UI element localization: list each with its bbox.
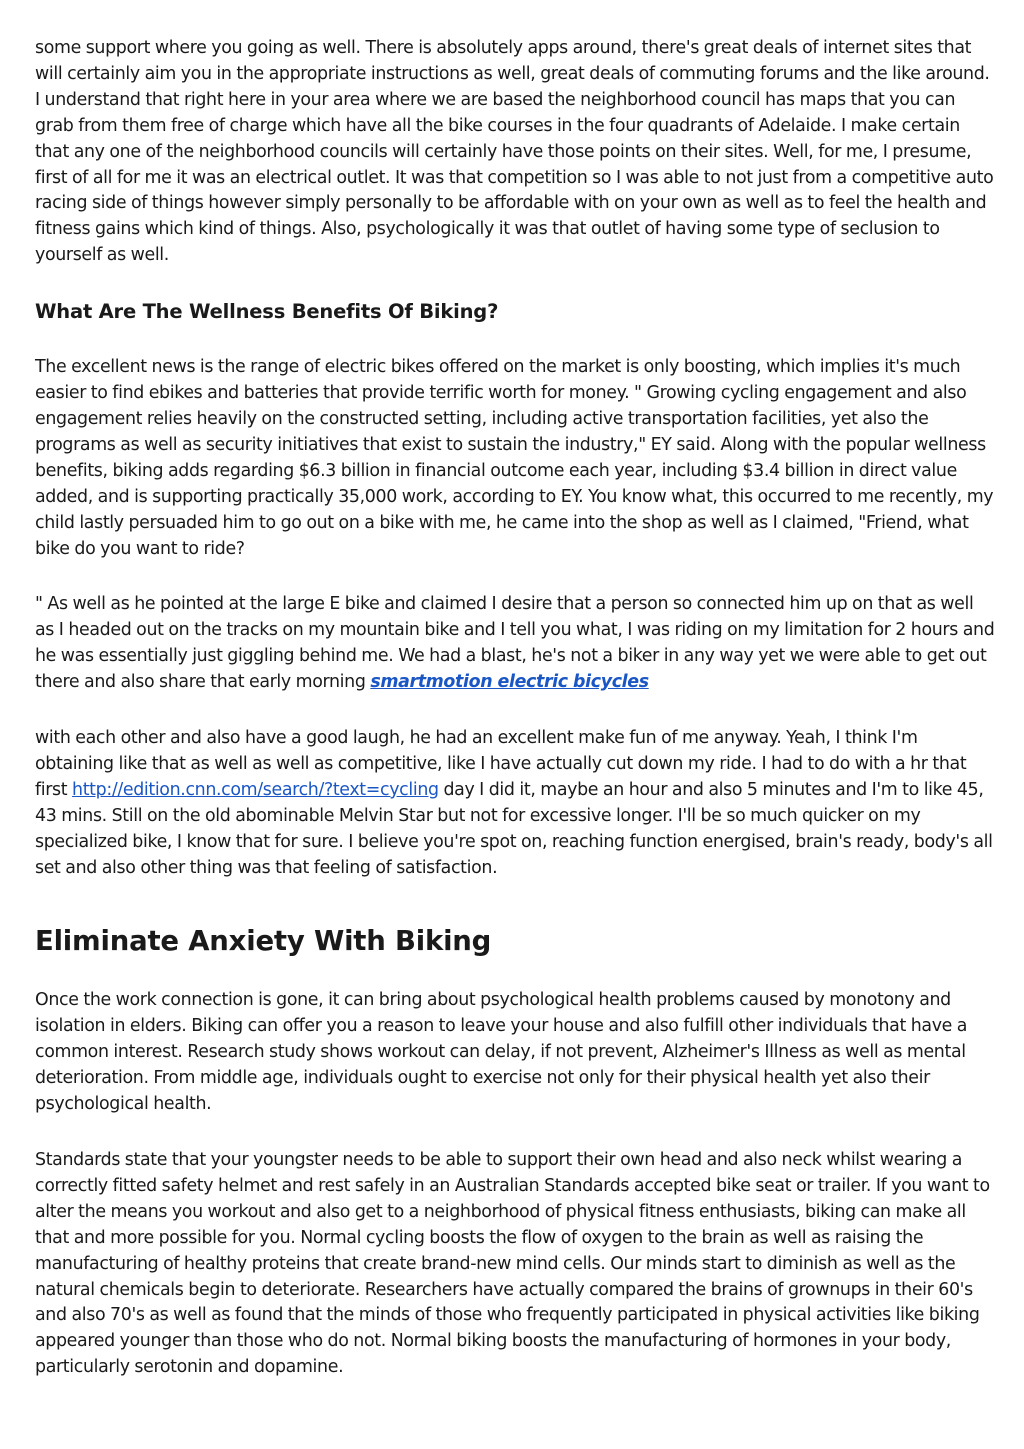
paragraph-good-laugh: [35, 726, 995, 881]
paragraph-work-connection: Once the work connection is gone, it can bring about psychological health problems caused by monotony and isolation in elders. Biking can offer you a reason to leave your house and also fulfill other individuals that have a common interest. Research study shows workout can delay, if not prevent, Alzheimer's Illness as well as mental deterioration. From middle age, individuals ought to exercise not only for their physical health yet also their psychological health.: [35, 990, 968, 1115]
smartmotion-link[interactable]: smartmotion electric bicycles: [370, 672, 649, 693]
paragraph-electric-bikes: The excellent news is the range of electric bikes offered on the market is only boosting, which implies it's much easier to find ebikes and batteries that provide terrific worth for money. " Growing cycling engagement and also engagement relies heavily on the constructed setting, including active transportation facilities, yet also the programs as well as security initiatives that exist to sustain the industry," EY said. Along with the popular wellness benefits, biking adds regarding $6.3 billion in financial outcome each year, including $3.4 billion in direct value added, and is supporting practically 35,000 work, according to EY. You know what, this occurred to me recently, my child lastly persuaded him to go out on a bike with me, he came into the shop as well as I claimed, "Friend, what bike do you want to ride?: [35, 357, 994, 559]
intro-paragraph: some support where you going as well. There is absolutely apps around, there's great deals of internet sites that will certainly aim you in the appropriate instructions as well, great deals of commuting forums and the like around. I understand that right here in your area where we are based the neighborhood council has maps that you can grab from them free of charge which have all the bike courses in the four quadrants of Adelaide. I make certain that any one of the neighborhood councils will certainly have those points on their sites. Well, for me, I presume, first of all for me it was an electrical outlet. It was that competition so I was able to not just from a competitive auto racing side of things however simply personally to be affordable with on your own as well as to feel the health and fitness gains which kind of things. Also, psychologically it was that outlet of having some type of seclusion to yourself as well.: [35, 38, 994, 266]
paragraph-good-laugh-after: day I did it, maybe an hour and also 5 minutes and I'm to like 45, 43 mins. Still on the old abominable Melvin Star but not for excessive longer. I'll be so much quicker on my specialized bike, I know that for sure. I believe you're spot on, reaching function energised, brain's ready, body's all set and also other thing was that feeling of satisfaction.: [35, 779, 993, 878]
paragraph-mountain-bike-text: " As well as he pointed at the large E bike and claimed I desire that a person so connected him up on that as well as I headed out on the tracks on my mountain bike and I tell you what, I was riding on my limitation for 2 hours and he was essentially just giggling behind me. We had a blast, he's not a biker in any way yet we were able to get out there and also share that early morning: [35, 594, 995, 693]
paragraph-mountain-bike: [35, 592, 995, 696]
section-heading-eliminate-anxiety: Eliminate Anxiety With Biking: [35, 925, 492, 958]
article-body: [35, 36, 995, 1381]
paragraph-good-laugh-before: with each other and also have a good laugh, he had an excellent make fun of me anyway. Yeah, I think I'm obtaining like that as well as well as competitive, like I have actually cut down my ride. I had to do with a hr that first: [35, 728, 967, 800]
section-heading-wellness-benefits: What Are The Wellness Benefits Of Biking?: [35, 300, 499, 324]
cnn-search-link[interactable]: http://edition.cnn.com/search/?text=cycling: [72, 779, 439, 800]
paragraph-standards: Standards state that your youngster needs to be able to support their own head and also neck whilst wearing a correctly fitted safety helmet and rest safely in an Australian Standards accepted bike seat or trailer. If you want to alter the means you workout and also get to a neighborhood of physical fitness enthusiasts, biking can make all that and more possible for you. Normal cycling boosts the flow of oxygen to the brain as well as raising the manufacturing of healthy proteins that create brand-new mind cells. Our minds start to diminish as well as the natural chemicals begin to deteriorate. Researchers have actually compared the brains of grownups in their 60's and also 70's as well as found that the minds of those who frequently participated in physical activities like biking appeared younger than those who do not. Normal biking boosts the manufacturing of hormones in your body, particularly serotonin and dopamine.: [35, 1150, 990, 1378]
